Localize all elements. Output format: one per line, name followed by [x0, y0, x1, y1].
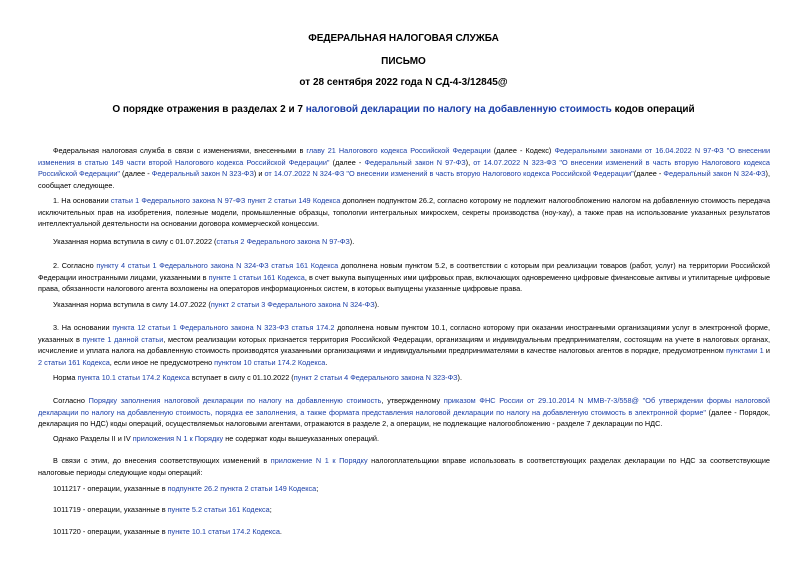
link[interactable]: статьи 1 Федерального закона N 97-ФЗ	[110, 196, 246, 205]
text: В связи с этим, до внесения соответствующих изменений в	[53, 456, 271, 465]
link[interactable]: пункт 2 статьи 4 Федерального закона N 323-ФЗ	[293, 373, 458, 382]
document-title	[0, 104, 807, 115]
text: , если иное не предусмотрено	[109, 357, 215, 367]
text: (далее -	[633, 169, 664, 179]
text: (далее - Порядок, декларация по НДС) коды операций, осуществляемых налоговыми агентами, отражаются в разделе 2, а операции, не подлежащие налогообложению - разделе 7 декларации по НДС.	[38, 407, 770, 429]
paragraph-7	[38, 395, 770, 430]
paragraph-4	[38, 299, 770, 311]
text: 2. Согласно	[53, 261, 97, 270]
link[interactable]: статья 2 Федерального закона N 97-ФЗ	[216, 237, 350, 246]
link[interactable]: от 14.07.2022 N 323-ФЗ "О внесении изменений в часть вторую Налогового кодекса Российской Федерации"	[38, 157, 770, 179]
text: и	[763, 346, 771, 356]
code-item-1011217	[53, 483, 318, 494]
link[interactable]: от 14.07.2022 N 324-ФЗ "О внесении изменений в часть вторую Налогового кодекса Российской Федерации"	[264, 169, 634, 179]
text: , местом реализации которых признается территория Российской Федерации, организациям и индивидуальным предпринимателям, состоящим на учете в налоговых органах, исчисление и уплата налога на добавленную стоимость производятся указанными организациями и индивидуальными предпринимателями в качестве налоговых агентов в порядке, предусмотренном	[38, 334, 770, 356]
link[interactable]: главу 21 Налогового кодекса Российской Федерации	[306, 146, 491, 155]
link[interactable]: пункта 10.1 статьи 174.2 Кодекса	[77, 373, 190, 382]
text: ;	[269, 505, 272, 514]
link[interactable]: пункте 1 статьи 161 Кодекса	[208, 272, 305, 282]
text: Федеральная налоговая служба в связи с изменениями, внесенными в	[53, 146, 307, 155]
text: налогоплательщики вправе использовать в соответствующих разделах декларации по НДС за соответствующие налоговые периоды следующие коды операций:	[38, 456, 770, 477]
paragraph-8	[38, 433, 770, 445]
text: вступает в силу с 01.10.2022 (	[189, 373, 294, 382]
link[interactable]: пункте 10.1 статьи 174.2 Кодекса	[167, 527, 280, 536]
text: ).	[374, 300, 380, 309]
link[interactable]: пункте 5.2 статьи 161 Кодекса	[167, 505, 270, 514]
text: (далее -	[329, 157, 365, 167]
link[interactable]: приложения N 1 к Порядку	[132, 434, 224, 443]
title-text: кодов операций	[611, 104, 695, 115]
link[interactable]: пункт 2 статьи 149 Кодекса	[247, 196, 341, 205]
text: дополнен подпунктом 26.2, согласно которому не подлежит налогообложению налогом на добавленную стоимость передача исключительных прав на изобретения, полезные модели, промышленные образцы, топологии интегральных микросхем, секреты производства (ноу-хау), а также прав на использование указанных результатов интеллектуальной деятельности на основании договора коммерческой концессии.	[38, 196, 771, 229]
link[interactable]: приложение N 1 к Порядку	[270, 456, 368, 465]
text: Норма	[53, 373, 78, 382]
link[interactable]: пункту 4 статьи 1 Федерального закона N 324-ФЗ статья 161 Кодекса	[96, 261, 339, 270]
agency-heading: ФЕДЕРАЛЬНАЯ НАЛОГОВАЯ СЛУЖБА	[308, 33, 499, 44]
text: (далее - Кодекс)	[490, 146, 555, 155]
title-text: О порядке отражения в разделах 2 и 7	[112, 104, 306, 115]
date-number-heading: от 28 сентября 2022 года N СД-4-3/12845@	[299, 77, 508, 88]
intro-paragraph	[38, 145, 770, 191]
text: (далее -	[119, 169, 152, 179]
text: .	[279, 527, 282, 536]
link[interactable]: пункта 12 статьи 1 Федерального закона N 323-ФЗ статья 174.2	[112, 323, 335, 332]
paragraph-9	[38, 455, 770, 478]
text: ;	[316, 484, 319, 493]
text: дополнена новым пунктом 10.1, согласно которому при оказании иностранными организациями услуг в электронной форме, указанных в	[38, 323, 771, 344]
link[interactable]: Федеральными законами от 16.04.2022 N 97-ФЗ "О внесении изменения в статью 149 части второй Налогового кодекса Российской Федерации"	[38, 146, 771, 167]
link[interactable]: Порядку заполнения налоговой декларации по налогу на добавленную стоимость	[88, 396, 382, 405]
title-link[interactable]: налоговой декларации по налогу на добавленную стоимость	[305, 104, 612, 115]
doc-type-heading: ПИСЬМО	[381, 56, 426, 67]
text: , утвержденному	[381, 396, 444, 405]
link[interactable]: 2 статьи 161 Кодекса	[38, 357, 110, 367]
link[interactable]: пунктами 1	[726, 346, 764, 356]
link[interactable]: пунктом 10 статьи 174.2 Кодекса	[214, 357, 326, 367]
code-item-1011720	[53, 526, 282, 537]
link[interactable]: Федеральный закон N 323-ФЗ	[151, 169, 254, 179]
text: ),	[465, 157, 474, 167]
paragraph-5	[38, 322, 770, 368]
link[interactable]: пункте 1 данной статьи	[82, 334, 164, 344]
link[interactable]: приказом ФНС России от 29.10.2014 N ММВ-7-3/558@ "Об утверждении формы налоговой декларации по налогу на добавленную стоимость, порядка ее заполнения, а также формата представления налоговой декларации по налогу на добавленную стоимость в электронной форме"	[38, 396, 771, 417]
text: Указанная норма вступила в силу с 01.07.2022 (	[53, 237, 217, 246]
text: 3. На основании	[53, 323, 113, 332]
text: Однако Разделы II и IV	[53, 434, 133, 443]
text: ).	[349, 237, 355, 246]
text: не содержат коды вышеуказанных операций.	[223, 434, 380, 443]
link[interactable]: Федеральный закон N 324-ФЗ	[663, 169, 766, 179]
text: 1011719 - операции, указанные в	[53, 505, 168, 514]
text: Согласно	[53, 396, 89, 405]
code-item-1011719	[53, 504, 272, 515]
paragraph-2	[38, 236, 770, 248]
text: , в счет выкупа выпущенных ими цифровых прав, включающих одновременно цифровые финансовые активы и утилитарные цифровые права, обязанности налогового агента возложены на операторов информационных систем, в которых выпущены указанные цифровые права.	[38, 272, 771, 294]
link[interactable]: пункт 2 статьи 3 Федерального закона N 324-ФЗ	[210, 300, 375, 309]
text: дополнена новым пунктом 5.2, в соответствии с которым при реализации товаров (работ, услуг) на территории Российской Федерации иностранными лицами, указанными в	[38, 261, 770, 282]
text: ), сообщает следующее.	[38, 169, 770, 190]
link[interactable]: Федеральный закон N 97-ФЗ	[364, 157, 466, 167]
paragraph-1	[38, 195, 770, 230]
text: 1. На основании	[53, 196, 111, 205]
text: 1011217 - операции, указанные в	[53, 484, 168, 493]
text: .	[325, 357, 328, 367]
text: ).	[457, 373, 463, 382]
paragraph-3	[38, 260, 770, 295]
text: 1011720 - операции, указанные в	[53, 527, 168, 536]
text: ) и	[253, 169, 265, 179]
text: Указанная норма вступила в силу 14.07.2022 (	[53, 300, 211, 309]
link[interactable]: подпункте 26.2 пункта 2 статьи 149 Кодекса	[167, 484, 317, 493]
paragraph-6	[38, 372, 770, 384]
